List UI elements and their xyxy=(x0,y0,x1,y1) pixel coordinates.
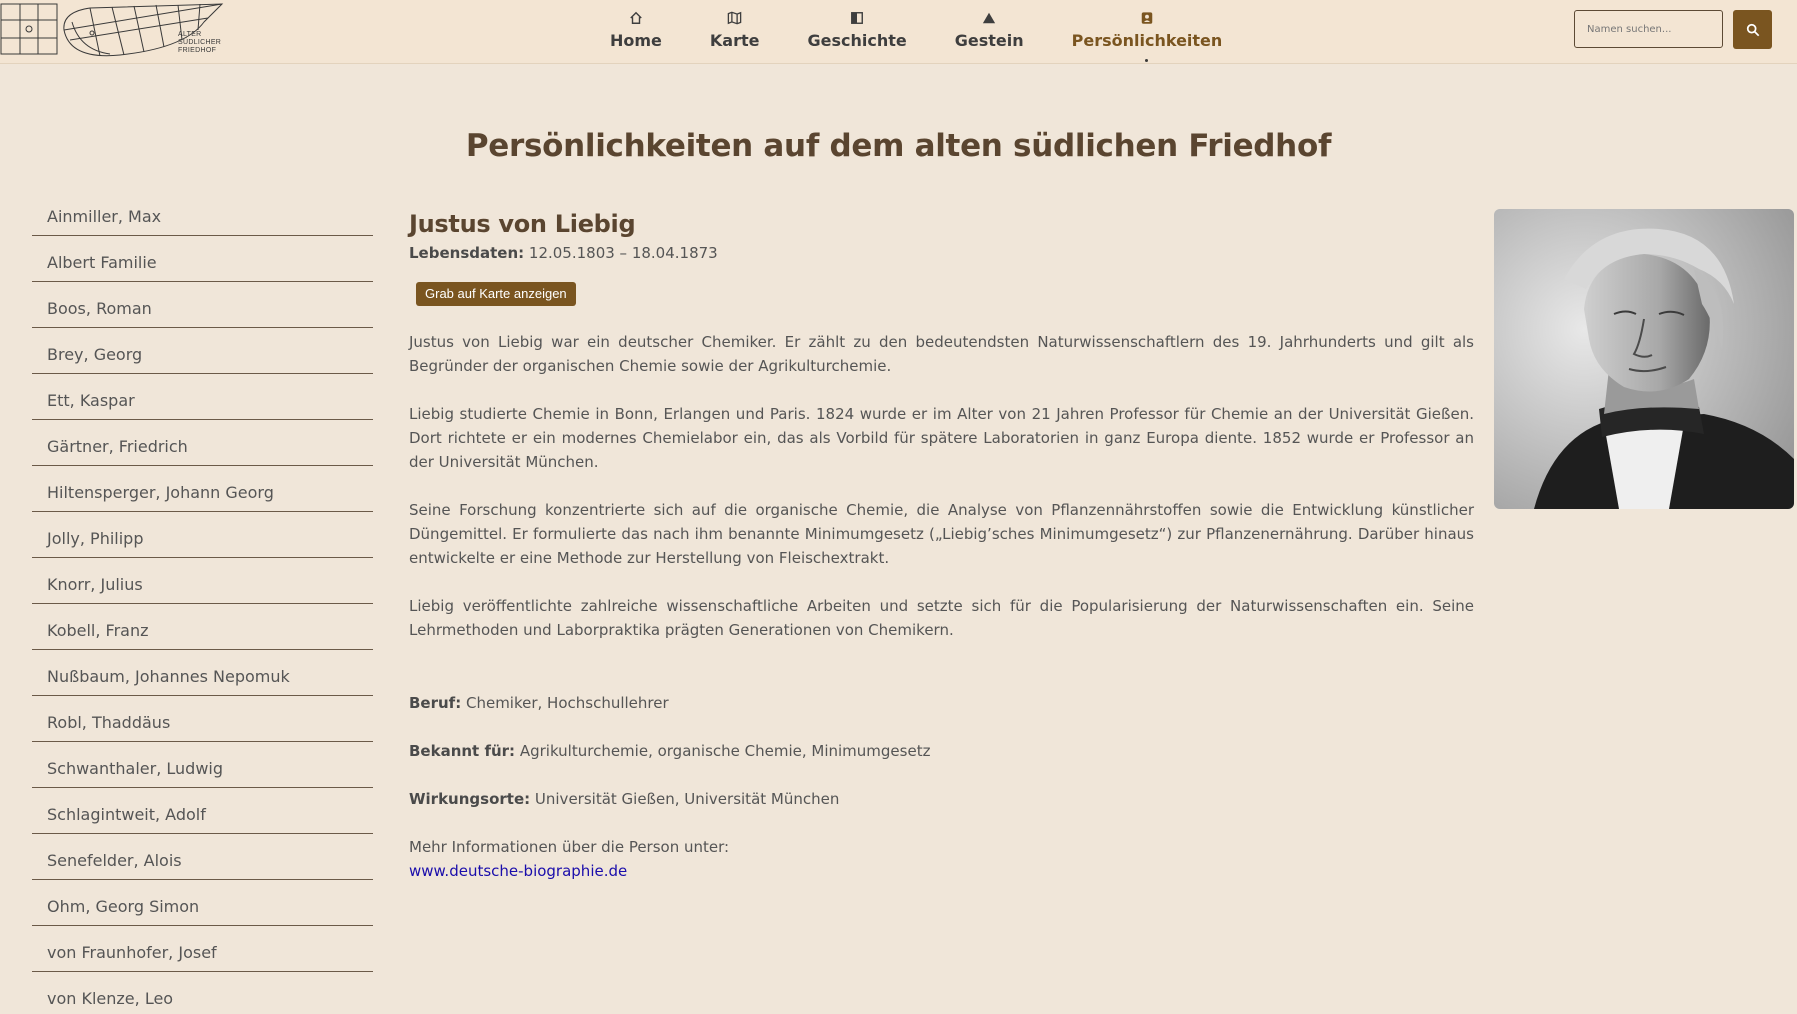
nav-label: Karte xyxy=(709,31,760,50)
life-dates-label: Lebensdaten: xyxy=(409,244,525,262)
show-grave-on-map-button[interactable]: Grab auf Karte anzeigen xyxy=(416,282,576,306)
sidebar-person-item[interactable]: von Fraunhofer, Josef xyxy=(32,926,373,972)
search-icon xyxy=(1746,23,1760,37)
bio-paragraph: Liebig veröffentlichte zahlreiche wissenschaftliche Arbeiten und setzte sich für die Popularisierung der Naturwissenschaften ein. Seine Lehrmethoden und Laborpraktika prägten Generationen von Chemikern. xyxy=(409,597,1474,639)
map-icon xyxy=(727,10,743,26)
logo-text xyxy=(178,31,221,55)
main-nav xyxy=(610,0,1270,64)
sidebar-person-item[interactable]: Albert Familie xyxy=(32,236,373,282)
person-badge-icon xyxy=(1139,10,1155,26)
nav-label: Geschichte xyxy=(807,31,907,50)
book-icon xyxy=(849,10,865,26)
logo-text-line: ALTER xyxy=(178,31,202,38)
sidebar-person-item[interactable]: Robl, Thaddäus xyxy=(32,696,373,742)
fact-bekannt xyxy=(409,739,1474,763)
more-info xyxy=(409,835,1474,883)
logo-text-line: FRIEDHOF xyxy=(178,47,217,54)
sidebar-person-item[interactable]: Hiltensperger, Johann Georg xyxy=(32,466,373,512)
fact-value: Chemiker, Hochschullehrer xyxy=(461,694,669,712)
fact-value: Agrikulturchemie, organische Chemie, Minimumgesetz xyxy=(515,742,931,760)
nav-item-karte[interactable] xyxy=(710,0,760,64)
nav-label: Gestein xyxy=(954,31,1024,50)
life-dates xyxy=(409,244,1474,262)
page-title: Persönlichkeiten auf dem alten südlichen Friedhof xyxy=(465,128,1332,164)
deutsche-biographie-link[interactable]: www.deutsche-biographie.de xyxy=(409,862,628,880)
fact-value: Universität Gießen, Universität München xyxy=(530,790,840,808)
bio-paragraph: Seine Forschung konzentrierte sich auf die organische Chemie, die Analyse von Pflanzennährstoffen sowie die Entwicklung künstlicher Düngemittel. Er formulierte das nach ihm benannte Minimumgesetz („Liebig’sches Minimumgesetz“) zur Pflanzenernährung. Darüber hinaus entwickelte er eine Methode zur Herstellung von Fleischextrakt. xyxy=(409,501,1474,567)
nav-item-geschichte[interactable] xyxy=(808,0,907,64)
search-input[interactable] xyxy=(1574,10,1723,48)
more-info-text: Mehr Informationen über die Person unter: xyxy=(409,838,730,856)
fact-wirkungsorte xyxy=(409,787,1474,811)
active-indicator xyxy=(1145,59,1148,62)
site-header xyxy=(0,0,1797,64)
bio-paragraph: Justus von Liebig war ein deutscher Chemiker. Er zählt zu den bedeutendsten Naturwissenschaftlern des 19. Jahrhunderts und gilt als Begründer der organischen Chemie sowie der Agrikulturchemie. xyxy=(409,333,1474,375)
nav-label: Home xyxy=(610,31,662,50)
person-detail xyxy=(409,210,1474,883)
sidebar-person-item[interactable]: Brey, Georg xyxy=(32,328,373,374)
logo-text-line: SÜDLICHER xyxy=(178,39,222,46)
fact-label: Beruf: xyxy=(409,694,462,712)
person-name: Justus von Liebig xyxy=(409,210,636,238)
fact-label: Bekannt für: xyxy=(409,742,516,760)
fact-label: Wirkungsorte: xyxy=(409,790,531,808)
bio-paragraph: Liebig studierte Chemie in Bonn, Erlangen und Paris. 1824 wurde er im Alter von 21 Jahren Professor für Chemie an der Universität Gießen. Dort richtete er ein modernes Chemielabor ein, das als Vorbild für spätere Laboratorien in ganz Europa diente. 1852 wurde er Professor an der Universität München. xyxy=(409,405,1474,471)
sidebar-person-item[interactable]: Gärtner, Friedrich xyxy=(32,420,373,466)
mountain-icon xyxy=(981,10,997,26)
sidebar-person-item[interactable]: Jolly, Philipp xyxy=(32,512,373,558)
nav-item-gestein[interactable] xyxy=(955,0,1024,64)
nav-label: Persönlichkeiten xyxy=(1071,31,1223,50)
portrait-image xyxy=(1494,209,1794,509)
sidebar-person-item[interactable]: Knorr, Julius xyxy=(32,558,373,604)
person-portrait xyxy=(1494,209,1794,509)
sidebar-person-item[interactable]: Nußbaum, Johannes Nepomuk xyxy=(32,650,373,696)
nav-item-home[interactable] xyxy=(610,0,662,64)
home-icon xyxy=(628,10,644,26)
sidebar-person-item[interactable]: Schlagintweit, Adolf xyxy=(32,788,373,834)
person-facts xyxy=(409,691,1474,883)
sidebar-person-item[interactable]: Schwanthaler, Ludwig xyxy=(32,742,373,788)
sidebar-person-item[interactable]: Ett, Kaspar xyxy=(32,374,373,420)
site-logo[interactable] xyxy=(0,0,230,64)
sidebar-person-item[interactable]: Kobell, Franz xyxy=(32,604,373,650)
sidebar-person-item[interactable]: Boos, Roman xyxy=(32,282,373,328)
sidebar-person-item[interactable]: Ainmiller, Max xyxy=(32,190,373,236)
sidebar-person-item[interactable]: Senefelder, Alois xyxy=(32,834,373,880)
search-button[interactable] xyxy=(1733,10,1772,49)
sidebar-person-item[interactable]: Ohm, Georg Simon xyxy=(32,880,373,926)
person-list xyxy=(32,190,373,1014)
nav-item-persoenlichkeiten[interactable] xyxy=(1072,0,1223,64)
sidebar-person-item[interactable]: von Klenze, Leo xyxy=(47,989,174,1008)
life-dates-value: 12.05.1803 – 18.04.1873 xyxy=(524,244,718,262)
fact-beruf xyxy=(409,691,1474,715)
